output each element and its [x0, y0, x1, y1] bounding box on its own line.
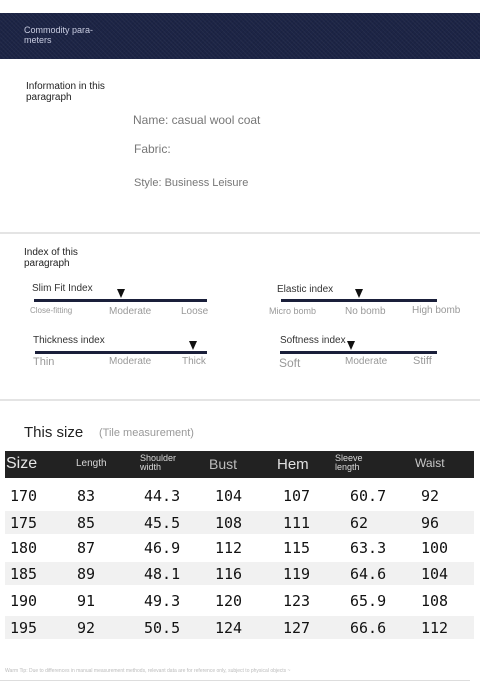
- banner-title: Commodity para-meters: [24, 25, 94, 45]
- table-cell: 104: [421, 565, 449, 583]
- slim-fit-label: Slim Fit Index: [32, 283, 93, 294]
- softness-bar: [280, 351, 437, 354]
- table-cell: 85: [77, 514, 96, 532]
- divider: [0, 399, 480, 401]
- header-size: Size: [6, 455, 38, 472]
- table-cell: 66.6: [350, 619, 387, 637]
- table-cell: 127: [283, 619, 311, 637]
- table-cell: 124: [215, 619, 243, 637]
- table-cell: 49.3: [144, 592, 181, 610]
- table-cell: 116: [215, 565, 243, 583]
- size-table-header: [5, 451, 474, 478]
- size-table-title: This size: [24, 424, 84, 441]
- table-row: [5, 589, 474, 612]
- table-cell: 92: [77, 619, 96, 637]
- elastic-tick-high: High bomb: [412, 305, 461, 316]
- softness-label: Softness index: [280, 335, 346, 346]
- thickness-label: Thickness index: [33, 335, 105, 346]
- table-cell: 62: [350, 514, 369, 532]
- table-cell: 180: [10, 539, 38, 557]
- table-cell: 185: [10, 565, 38, 583]
- table-row: [5, 484, 474, 507]
- table-cell: 104: [215, 487, 243, 505]
- table-cell: 45.5: [144, 514, 181, 532]
- table-cell: 195: [10, 619, 38, 637]
- table-cell: 115: [283, 539, 311, 557]
- softness-marker-icon: [347, 341, 355, 350]
- slim-fit-marker-icon: [117, 289, 125, 298]
- header-shoulder-width: Shoulder width: [140, 453, 177, 472]
- header-length: Length: [76, 458, 107, 469]
- slim-fit-tick-low: Close-fitting: [30, 306, 73, 315]
- table-cell: 190: [10, 592, 38, 610]
- index-section-label: Index of this paragraph: [24, 247, 78, 269]
- header-bust: Bust: [209, 456, 238, 472]
- table-cell: 123: [283, 592, 311, 610]
- product-name: Name: casual wool coat: [133, 113, 261, 127]
- table-cell: 46.9: [144, 539, 181, 557]
- table-cell: 89: [77, 565, 96, 583]
- table-row: [5, 562, 474, 585]
- bottom-line: [0, 680, 470, 681]
- table-cell: 170: [10, 487, 38, 505]
- table-cell: 96: [421, 514, 440, 532]
- table-cell: 92: [421, 487, 440, 505]
- table-cell: 112: [215, 539, 243, 557]
- elastic-tick-mid: No bomb: [345, 306, 386, 317]
- table-cell: 100: [421, 539, 449, 557]
- softness-tick-mid: Moderate: [345, 356, 388, 367]
- thickness-tick-low: Thin: [33, 356, 55, 368]
- product-style: Style: Business Leisure: [134, 177, 249, 189]
- table-cell: 119: [283, 565, 311, 583]
- thickness-tick-high: Thick: [182, 356, 206, 367]
- slim-fit-tick-high: Loose: [181, 306, 209, 317]
- warm-tip: Warm Tip: Due to differences in manual measurement methods, relevant data are for reference only, subject to physical objects ~: [5, 668, 291, 674]
- table-cell: 64.6: [350, 565, 387, 583]
- slim-fit-bar: [34, 299, 207, 302]
- table-cell: 44.3: [144, 487, 181, 505]
- table-row: [5, 616, 474, 639]
- table-cell: 60.7: [350, 487, 387, 505]
- table-cell: 91: [77, 592, 96, 610]
- table-cell: 50.5: [144, 619, 181, 637]
- table-cell: 112: [421, 619, 449, 637]
- table-cell: 83: [77, 487, 96, 505]
- divider: [0, 232, 480, 234]
- softness-tick-low: Soft: [279, 356, 301, 370]
- table-cell: 48.1: [144, 565, 181, 583]
- header-sleeve-length: Sleeve length: [335, 453, 363, 472]
- thickness-marker-icon: [189, 341, 197, 350]
- elastic-label: Elastic index: [277, 284, 334, 295]
- table-cell: 65.9: [350, 592, 387, 610]
- table-cell: 108: [421, 592, 449, 610]
- table-cell: 108: [215, 514, 243, 532]
- softness-tick-high: Stiff: [413, 355, 432, 367]
- elastic-marker-icon: [355, 289, 363, 298]
- table-cell: 63.3: [350, 539, 387, 557]
- size-table-subtitle: (Tile measurement): [99, 427, 194, 439]
- slim-fit-tick-mid: Moderate: [109, 306, 152, 317]
- table-row: [5, 536, 474, 559]
- table-cell: 107: [283, 487, 311, 505]
- info-section-label: Information in this paragraph: [26, 81, 105, 103]
- header-hem: Hem: [277, 456, 309, 473]
- thickness-tick-mid: Moderate: [109, 356, 152, 367]
- table-cell: 111: [283, 514, 311, 532]
- table-cell: 120: [215, 592, 243, 610]
- header-banner: [0, 13, 480, 59]
- thickness-bar: [35, 351, 207, 354]
- table-row: [5, 511, 474, 534]
- table-cell: 87: [77, 539, 96, 557]
- product-fabric: Fabric:: [134, 142, 171, 156]
- elastic-tick-low: Micro bomb: [269, 306, 317, 316]
- elastic-bar: [281, 299, 437, 302]
- table-cell: 175: [10, 514, 38, 532]
- header-waist: Waist: [415, 456, 445, 470]
